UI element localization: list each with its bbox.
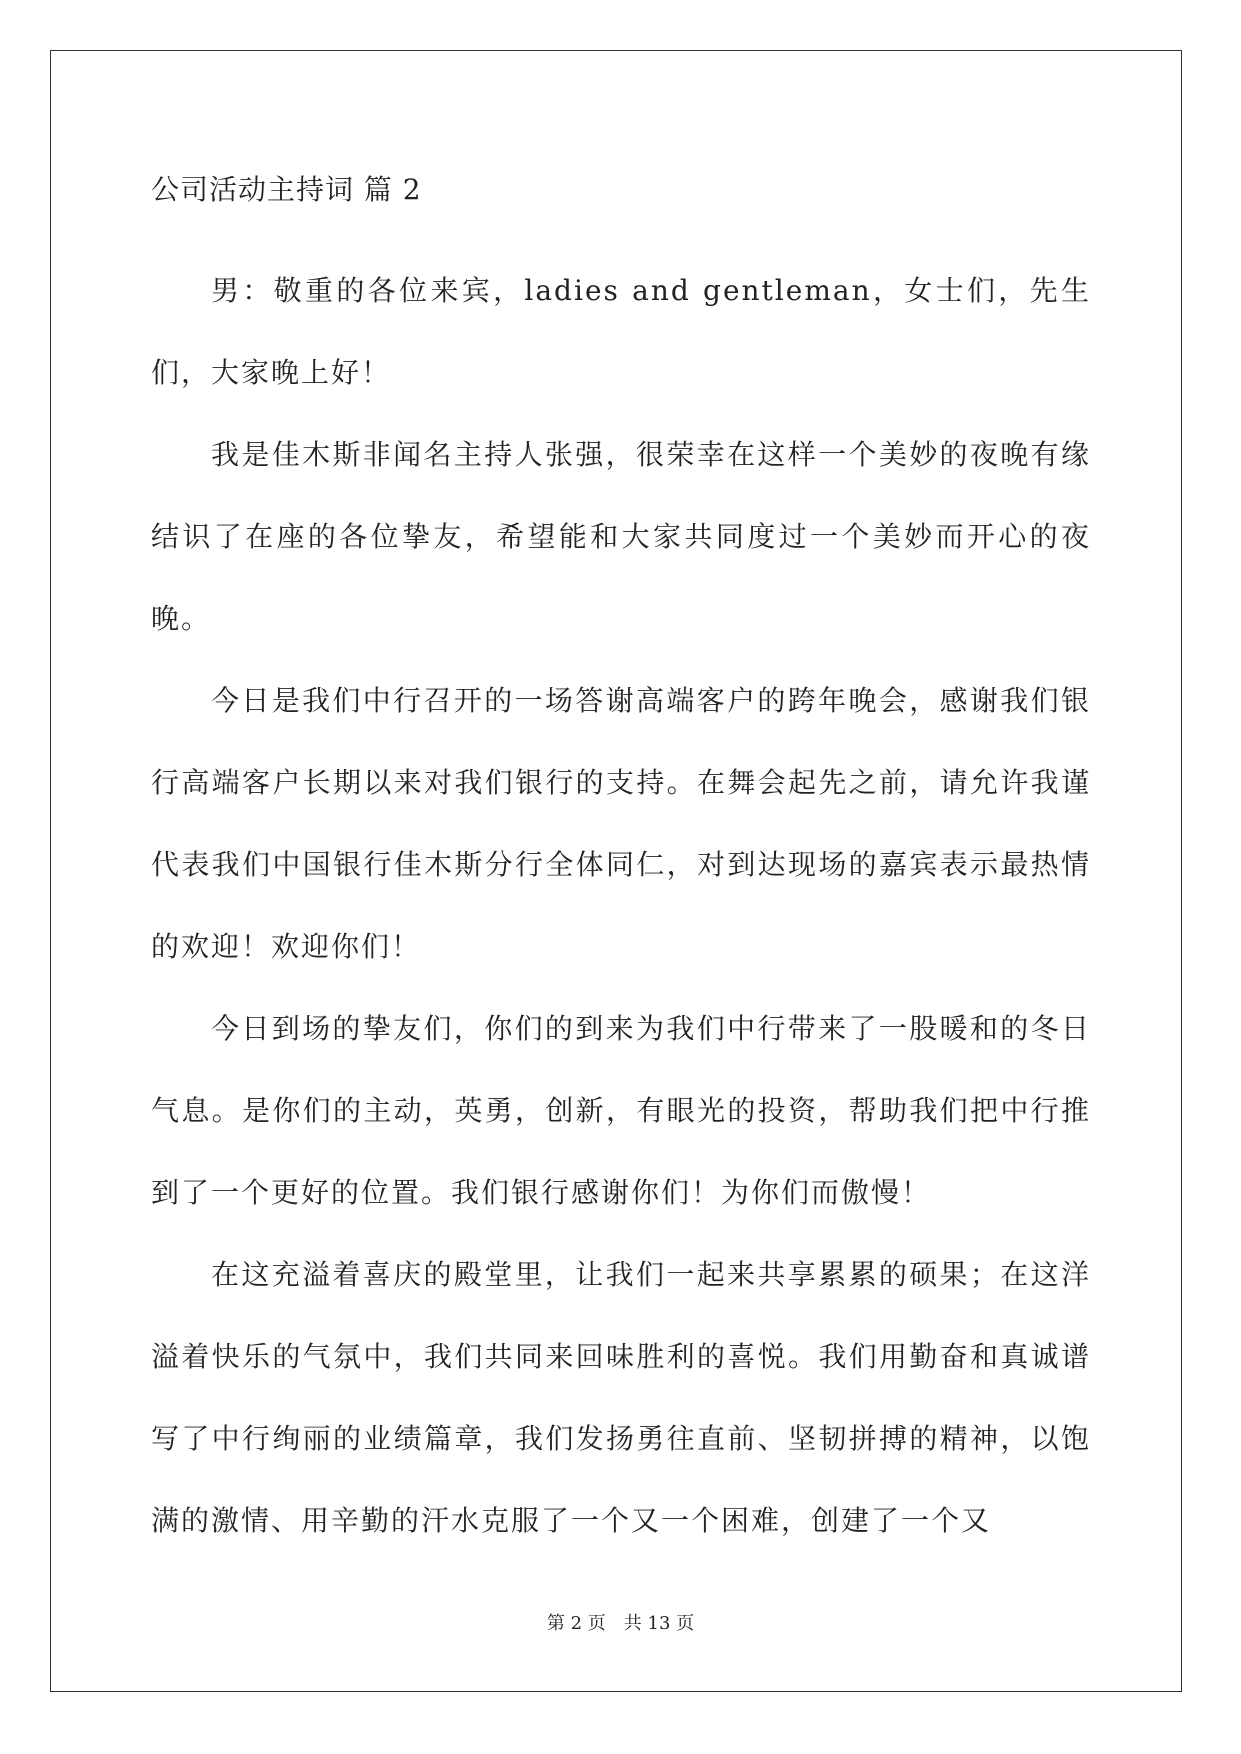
paragraph-welcome: 今日是我们中行召开的一场答谢高端客户的跨年晚会，感谢我们银行高端客户长期以来对我们银行的支持。在舞会起先之前，请允许我谨代表我们中国银行佳木斯分行全体同仁，对到达现场的嘉宾表示最热情的欢迎！欢迎你们！ [151,684,1091,963]
document-body [151,250,1091,1562]
document-title: 公司活动主持词 篇 2 [151,173,422,206]
page-number-footer: 第 2 页 共 13 页 [546,1613,695,1634]
paragraph-greeting: 男：敬重的各位来宾，ladies and gentleman，女士们，先生们，大家晚上好！ [151,274,1091,389]
paragraph-celebration: 在这充溢着喜庆的殿堂里，让我们一起来共享累累的硕果；在这洋溢着快乐的气氛中，我们共同来回味胜利的喜悦。我们用勤奋和真诚谱写了中行绚丽的业绩篇章，我们发扬勇往直前、坚韧拼搏的精神，以饱满的激情、用辛勤的汗水克服了一个又一个困难，创建了一个又 [151,1258,1091,1537]
paragraph-host-intro: 我是佳木斯非闻名主持人张强，很荣幸在这样一个美妙的夜晚有缘结识了在座的各位挚友，希望能和大家共同度过一个美妙而开心的夜晚。 [151,438,1091,635]
paragraph-thanks: 今日到场的挚友们，你们的到来为我们中行带来了一股暖和的冬日气息。是你们的主动，英勇，创新，有眼光的投资，帮助我们把中行推到了一个更好的位置。我们银行感谢你们！为你们而傲慢！ [151,1012,1091,1209]
